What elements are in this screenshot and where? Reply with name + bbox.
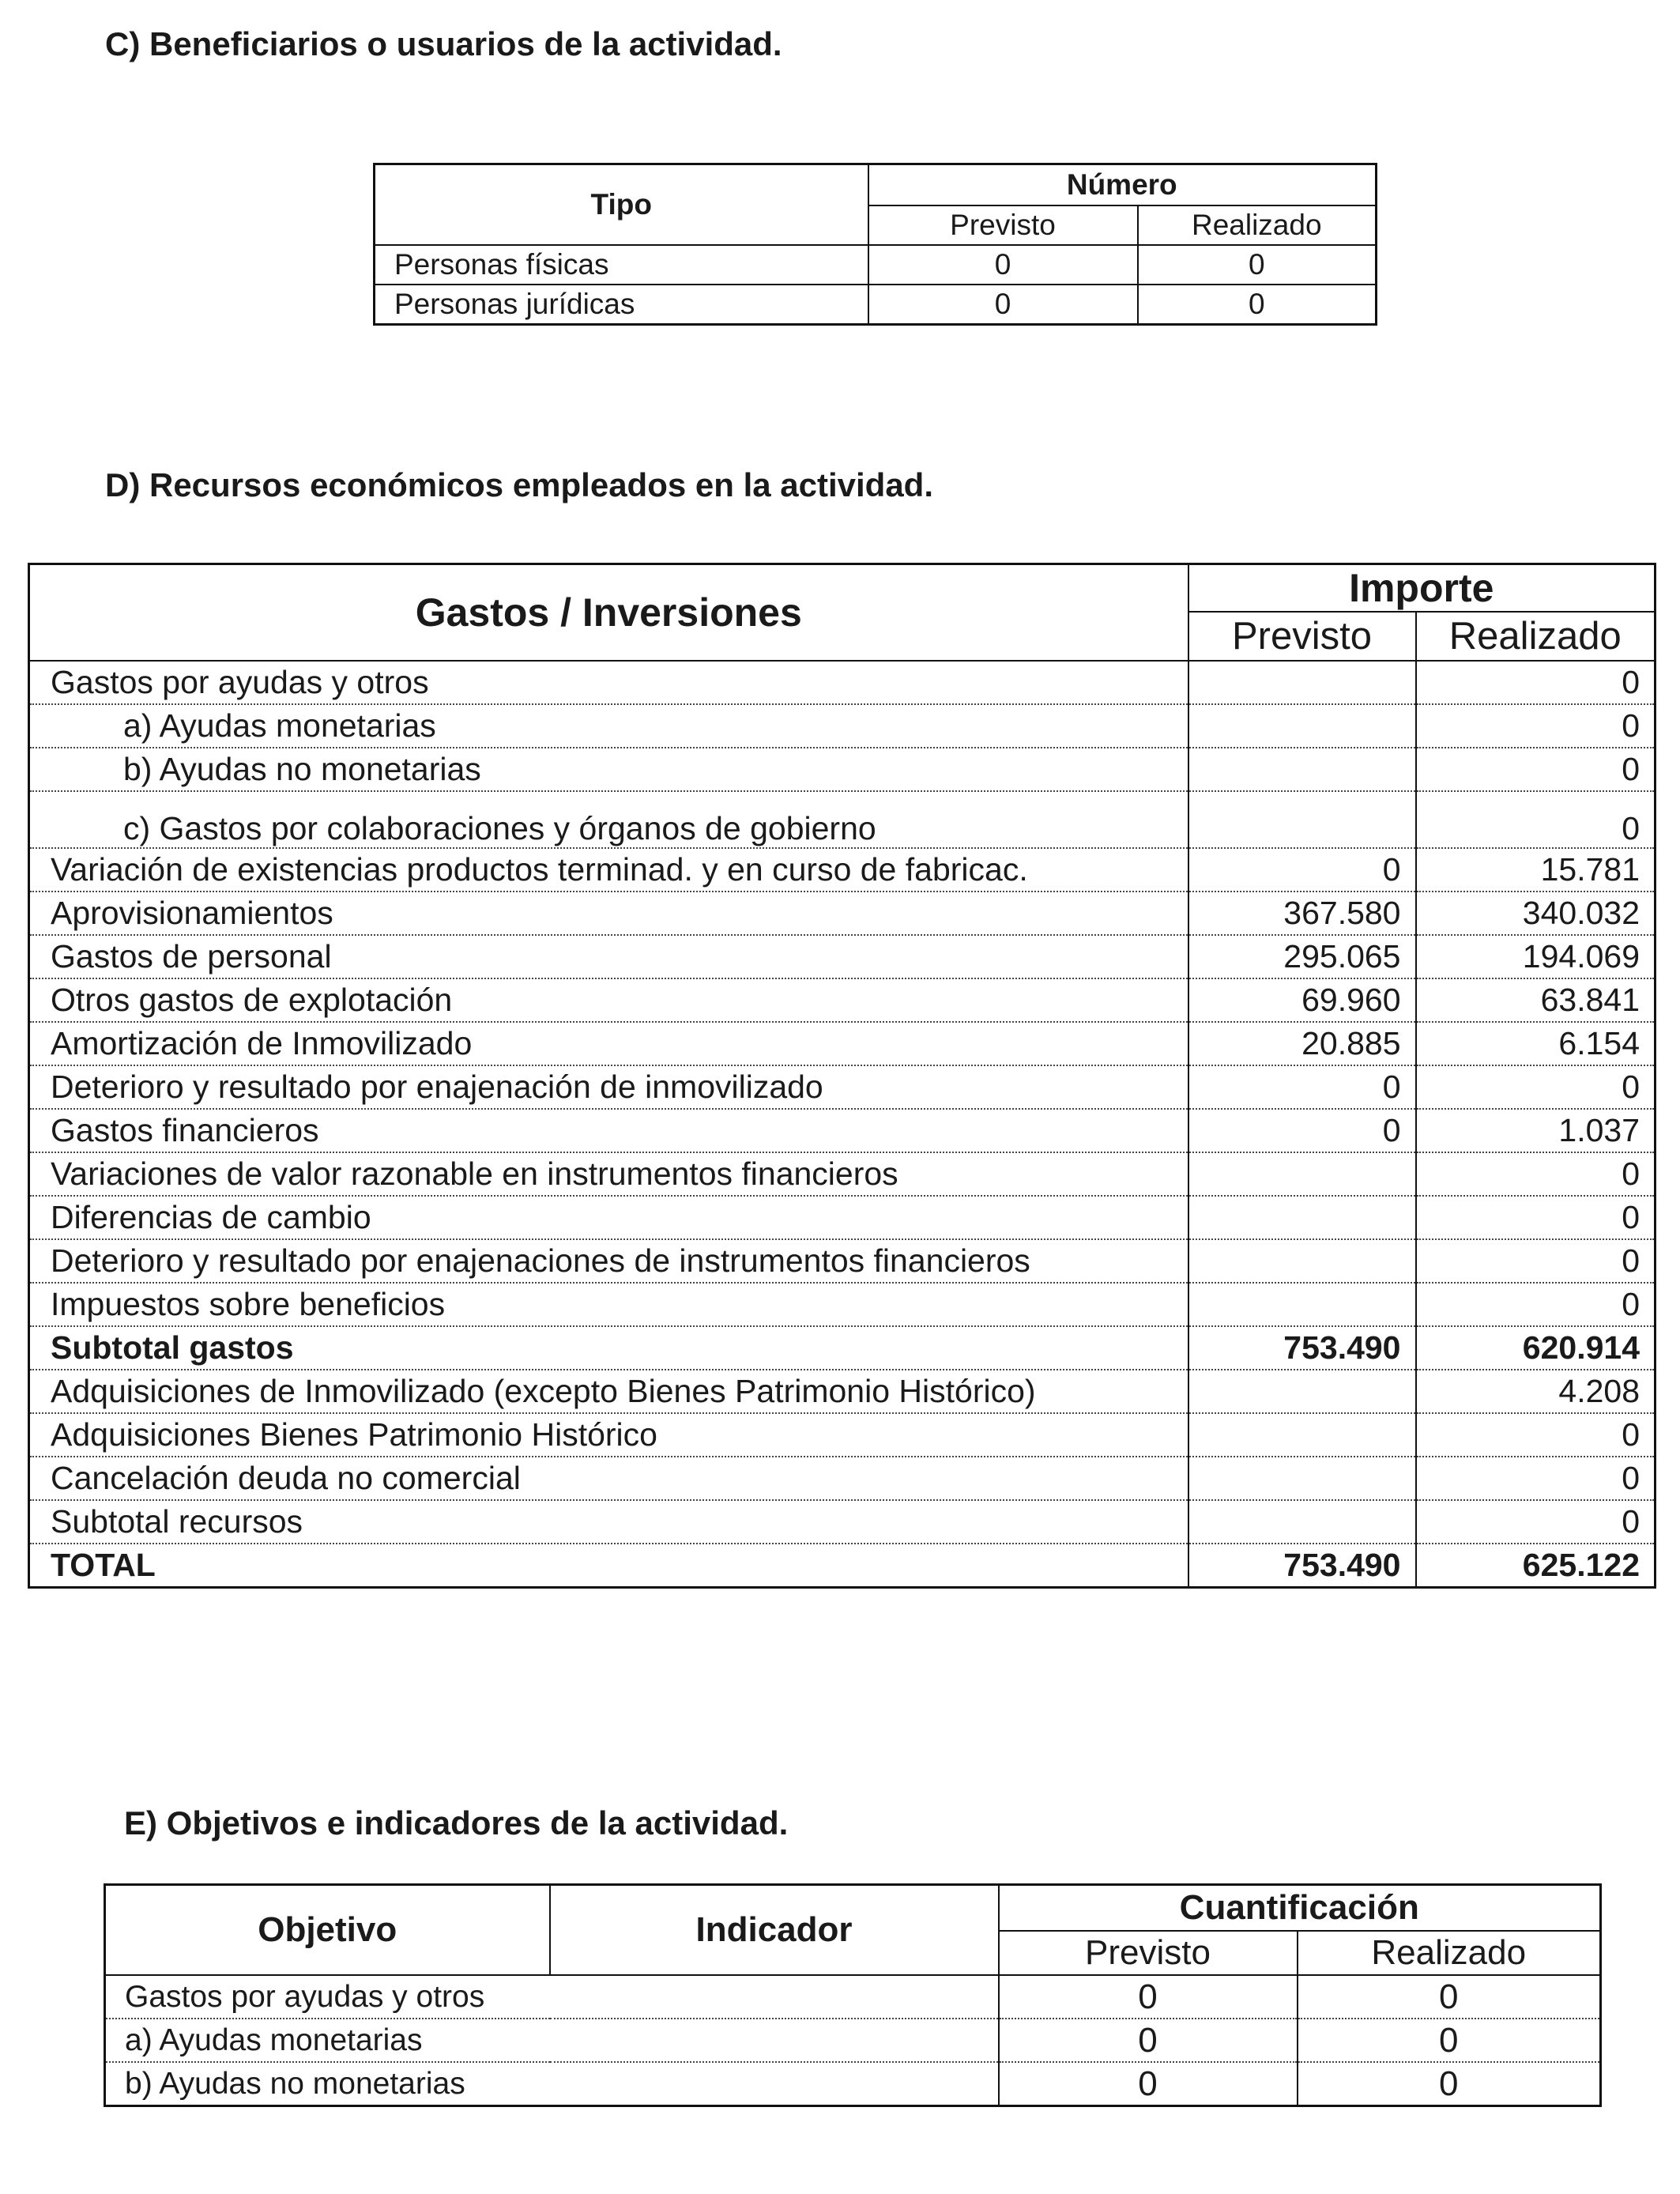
realizado-cell: 0 [1416, 791, 1656, 848]
realizado-cell: 0 [1416, 1196, 1656, 1239]
previsto-cell [1188, 1413, 1416, 1457]
table-row [105, 2019, 1601, 2062]
realizado-cell: 0 [1416, 748, 1656, 791]
previsto-cell: 0 [1188, 1109, 1416, 1152]
table-row [29, 1109, 1656, 1152]
previsto-cell [1188, 1500, 1416, 1544]
previsto-cell [1188, 1152, 1416, 1196]
row-label: c) Gastos por colaboraciones y órganos de gobierno [29, 791, 1188, 848]
section-c-heading: C) Beneficiarios o usuarios de la actividad. [105, 25, 782, 62]
row-label: Variación de existencias productos terminad. y en curso de fabricac. [29, 848, 1188, 892]
previsto-cell: 0 [868, 285, 1138, 325]
table-row [29, 1022, 1656, 1065]
row-label: Otros gastos de explotación [29, 978, 1188, 1022]
table-row [29, 935, 1656, 978]
realizado-cell: 0 [1416, 1065, 1656, 1109]
realizado-cell: 0 [1138, 285, 1377, 325]
previsto-cell: 295.065 [1188, 935, 1416, 978]
previsto-cell: 69.960 [1188, 978, 1416, 1022]
table-row [29, 1370, 1656, 1413]
table-row [29, 1457, 1656, 1500]
objetivos-table [104, 1883, 1602, 2107]
row-label: Personas físicas [375, 245, 868, 285]
realizado-cell: 0 [1416, 1457, 1656, 1500]
table-row [375, 245, 1377, 285]
indicador-header: Indicador [550, 1885, 999, 1976]
realizado-cell: 4.208 [1416, 1370, 1656, 1413]
row-label: b) Ayudas no monetarias [29, 748, 1188, 791]
row-label: Deterioro y resultado por enajenación de inmovilizado [29, 1065, 1188, 1109]
table-row [29, 1283, 1656, 1326]
table-row [29, 704, 1656, 748]
recursos-table [28, 563, 1656, 1589]
row-label: Amortización de Inmovilizado [29, 1022, 1188, 1065]
table-row [105, 2062, 1601, 2106]
table-row [29, 978, 1656, 1022]
row-label: Gastos por ayudas y otros [105, 1975, 999, 2019]
previsto-cell [1188, 1196, 1416, 1239]
realizado-cell: 6.154 [1416, 1022, 1656, 1065]
row-label: Gastos financieros [29, 1109, 1188, 1152]
row-label: Cancelación deuda no comercial [29, 1457, 1188, 1500]
previsto-cell [1188, 1370, 1416, 1413]
previsto-cell: 753.490 [1188, 1326, 1416, 1370]
previsto-cell [1188, 791, 1416, 848]
table-row [29, 661, 1656, 704]
previsto-cell [1188, 704, 1416, 748]
row-label: Personas jurídicas [375, 285, 868, 325]
realizado-header: Realizado [1138, 205, 1377, 245]
row-label: Impuestos sobre beneficios [29, 1283, 1188, 1326]
total-row [29, 1544, 1656, 1588]
previsto-cell [1188, 1239, 1416, 1283]
beneficiarios-table [373, 163, 1377, 326]
table-row [29, 1413, 1656, 1457]
realizado-cell: 620.914 [1416, 1326, 1656, 1370]
previsto-cell [1188, 748, 1416, 791]
previsto-cell: 0 [999, 1975, 1298, 2019]
realizado-cell: 625.122 [1416, 1544, 1656, 1588]
realizado-cell: 0 [1138, 245, 1377, 285]
previsto-cell: 0 [868, 245, 1138, 285]
table-row [105, 1975, 1601, 2019]
table-row [29, 1196, 1656, 1239]
table-row [29, 892, 1656, 935]
objetivo-header: Objetivo [105, 1885, 550, 1976]
section-d-heading: D) Recursos económicos empleados en la actividad. [105, 466, 934, 503]
row-label: Deterioro y resultado por enajenaciones de instrumentos financieros [29, 1239, 1188, 1283]
realizado-cell: 0 [1416, 1413, 1656, 1457]
gastos-header: Gastos / Inversiones [29, 564, 1188, 662]
row-label: Diferencias de cambio [29, 1196, 1188, 1239]
previsto-cell [1188, 1457, 1416, 1500]
realizado-cell: 194.069 [1416, 935, 1656, 978]
realizado-cell: 0 [1416, 1239, 1656, 1283]
realizado-cell: 0 [1416, 1500, 1656, 1544]
row-label: b) Ayudas no monetarias [105, 2062, 999, 2106]
realizado-cell: 0 [1298, 1975, 1601, 2019]
importe-header: Importe [1188, 564, 1656, 613]
row-label: Aprovisionamientos [29, 892, 1188, 935]
row-label: Gastos de personal [29, 935, 1188, 978]
cuantificacion-header: Cuantificación [999, 1885, 1601, 1932]
previsto-cell: 753.490 [1188, 1544, 1416, 1588]
row-label: Subtotal recursos [29, 1500, 1188, 1544]
table-row [29, 748, 1656, 791]
table-row [29, 1065, 1656, 1109]
realizado-cell: 0 [1298, 2062, 1601, 2106]
realizado-cell: 340.032 [1416, 892, 1656, 935]
realizado-cell: 15.781 [1416, 848, 1656, 892]
realizado-cell: 0 [1298, 2019, 1601, 2062]
tipo-header: Tipo [375, 164, 868, 246]
previsto-cell [1188, 1283, 1416, 1326]
realizado-cell: 0 [1416, 661, 1656, 704]
previsto-cell: 0 [999, 2062, 1298, 2106]
row-label: a) Ayudas monetarias [29, 704, 1188, 748]
table-row [375, 285, 1377, 325]
section-e-heading: E) Objetivos e indicadores de la actividad. [124, 1804, 789, 1842]
previsto-cell [1188, 661, 1416, 704]
row-label: Adquisiciones Bienes Patrimonio Histórico [29, 1413, 1188, 1457]
table-row [29, 848, 1656, 892]
previsto-header: Previsto [999, 1931, 1298, 1975]
subtotal-gastos-row [29, 1326, 1656, 1370]
table-row [29, 1239, 1656, 1283]
row-label: a) Ayudas monetarias [105, 2019, 999, 2062]
row-label: Adquisiciones de Inmovilizado (excepto Bienes Patrimonio Histórico) [29, 1370, 1188, 1413]
realizado-cell: 0 [1416, 1152, 1656, 1196]
table-row [29, 1152, 1656, 1196]
row-label: TOTAL [29, 1544, 1188, 1588]
realizado-cell: 63.841 [1416, 978, 1656, 1022]
row-label: Gastos por ayudas y otros [29, 661, 1188, 704]
table-row [29, 1500, 1656, 1544]
realizado-cell: 1.037 [1416, 1109, 1656, 1152]
previsto-cell: 367.580 [1188, 892, 1416, 935]
previsto-cell: 20.885 [1188, 1022, 1416, 1065]
row-label: Subtotal gastos [29, 1326, 1188, 1370]
row-label: Variaciones de valor razonable en instrumentos financieros [29, 1152, 1188, 1196]
previsto-header: Previsto [868, 205, 1138, 245]
realizado-header: Realizado [1298, 1931, 1601, 1975]
realizado-header: Realizado [1416, 612, 1656, 661]
numero-header: Número [868, 164, 1377, 206]
previsto-header: Previsto [1188, 612, 1416, 661]
previsto-cell: 0 [999, 2019, 1298, 2062]
previsto-cell: 0 [1188, 1065, 1416, 1109]
table-row [29, 791, 1656, 848]
previsto-cell: 0 [1188, 848, 1416, 892]
realizado-cell: 0 [1416, 704, 1656, 748]
realizado-cell: 0 [1416, 1283, 1656, 1326]
